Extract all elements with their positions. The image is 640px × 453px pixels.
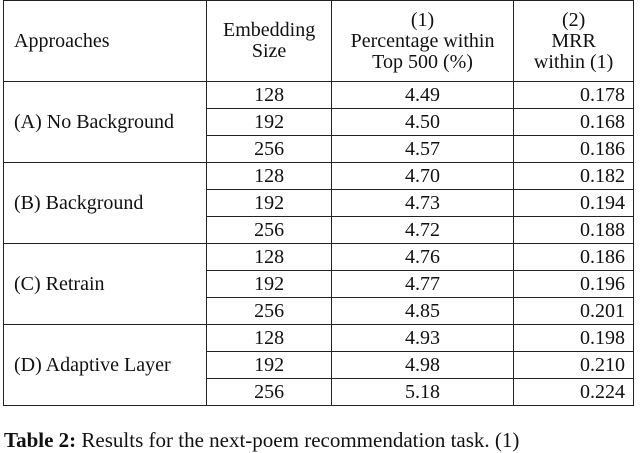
group-name: (B) Background [4, 163, 207, 244]
cell-mrr: 0.196 [514, 271, 634, 298]
cell-mrr: 0.188 [514, 217, 634, 244]
group-name: (C) Retrain [4, 244, 207, 325]
header-approaches: Approaches [4, 1, 207, 82]
cell-size: 192 [207, 352, 331, 379]
cell-mrr: 0.186 [514, 244, 634, 271]
table-row [4, 325, 634, 352]
header-embedding-size: Embedding Size [207, 1, 331, 82]
cell-mrr: 0.224 [514, 379, 634, 406]
table-row [4, 244, 634, 271]
cell-size: 128 [207, 244, 331, 271]
cell-percentage: 4.98 [331, 352, 513, 379]
cell-size: 192 [207, 190, 331, 217]
cell-size: 192 [207, 109, 331, 136]
header-percentage: (1) Percentage within Top 500 (%) [331, 1, 513, 82]
cell-mrr: 0.194 [514, 190, 634, 217]
cell-mrr: 0.210 [514, 352, 634, 379]
cell-mrr: 0.186 [514, 136, 634, 163]
cell-size: 192 [207, 271, 331, 298]
cell-mrr: 0.198 [514, 325, 634, 352]
results-table [3, 0, 634, 406]
table-row [4, 163, 634, 190]
cell-percentage: 4.76 [331, 244, 513, 271]
cell-mrr: 0.201 [514, 298, 634, 325]
cell-size: 128 [207, 163, 331, 190]
cell-percentage: 4.85 [331, 298, 513, 325]
cell-mrr: 0.168 [514, 109, 634, 136]
group-name: (D) Adaptive Layer [4, 325, 207, 406]
cell-size: 128 [207, 82, 331, 109]
cell-percentage: 4.77 [331, 271, 513, 298]
cell-size: 256 [207, 379, 331, 406]
cell-percentage: 4.73 [331, 190, 513, 217]
cell-size: 256 [207, 136, 331, 163]
cell-percentage: 4.70 [331, 163, 513, 190]
cell-mrr: 0.178 [514, 82, 634, 109]
table-caption [4, 428, 519, 453]
group-name: (A) No Background [4, 82, 207, 163]
caption-text: Results for the next-poem recommendation task. (1) [76, 428, 520, 452]
cell-mrr: 0.182 [514, 163, 634, 190]
cell-size: 256 [207, 217, 331, 244]
cell-percentage: 5.18 [331, 379, 513, 406]
table-header-row [4, 1, 634, 82]
header-mrr: (2) MRR within (1) [514, 1, 634, 82]
caption-label: Table 2: [4, 428, 77, 452]
cell-percentage: 4.49 [331, 82, 513, 109]
cell-percentage: 4.57 [331, 136, 513, 163]
table-body [4, 82, 634, 406]
cell-percentage: 4.93 [331, 325, 513, 352]
cell-percentage: 4.50 [331, 109, 513, 136]
cell-size: 128 [207, 325, 331, 352]
cell-percentage: 4.72 [331, 217, 513, 244]
cell-size: 256 [207, 298, 331, 325]
table-row [4, 82, 634, 109]
